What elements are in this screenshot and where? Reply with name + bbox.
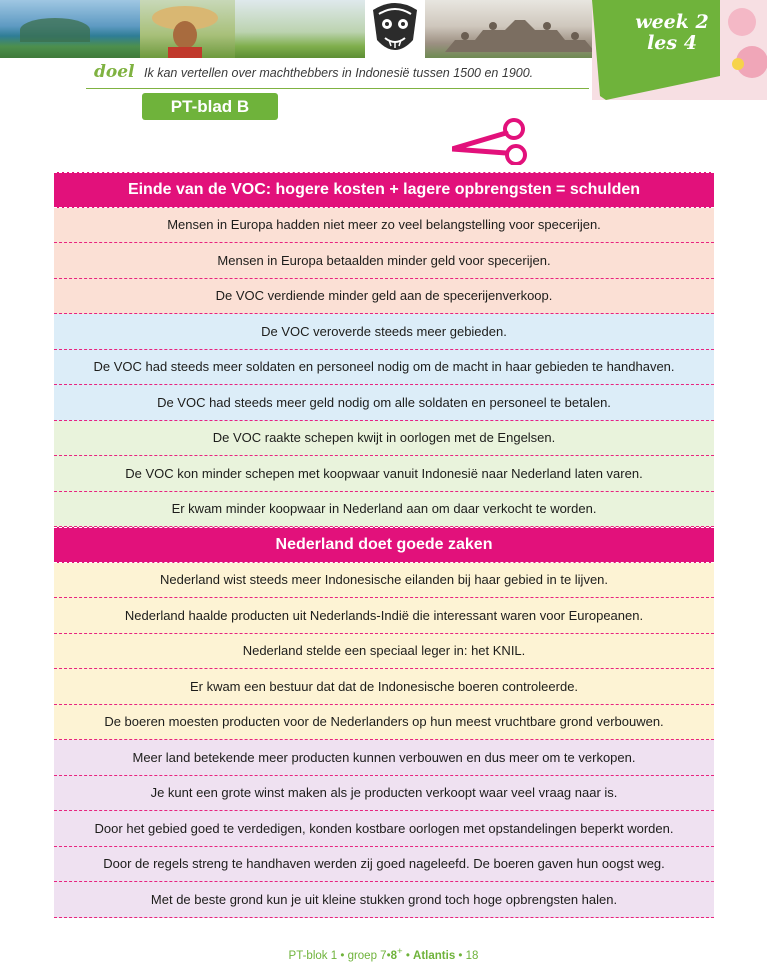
temple-photo	[425, 0, 610, 58]
farmer-photo	[140, 0, 235, 58]
footer-brand: Atlantis	[413, 949, 456, 962]
header-banner	[0, 0, 610, 58]
week-text: week 2	[635, 11, 709, 33]
temple-icon	[445, 16, 595, 52]
strip-card: De VOC veroverde steeds meer gebieden.	[54, 314, 714, 350]
mask-photo	[365, 0, 425, 58]
footer-groep8: 8	[390, 949, 398, 962]
strip-card: Er kwam een bestuur dat dat de Indonesische boeren controleerde.	[54, 669, 714, 705]
doel-divider	[86, 88, 589, 89]
strip-card: De VOC had steeds meer soldaten en personeel nodig om de macht in haar gebieden te handhaven.	[54, 350, 714, 386]
worksheet-badge: PT-blad B	[142, 93, 278, 120]
strip-card: Nederland stelde een speciaal leger in: het KNIL.	[54, 634, 714, 670]
strip-card: Door de regels streng te handhaven werden zij goed nageleefd. De boeren gaven hun oogst weg.	[54, 847, 714, 883]
strip-card: Je kunt een grote winst maken als je producten verkoopt waar veel vraag naar is.	[54, 776, 714, 812]
strip-card: Door het gebied goed te verdedigen, konden kostbare oorlogen met opstandelingen beperkt worden.	[54, 811, 714, 847]
week-les-tab	[592, 0, 767, 100]
les-text: les 4	[647, 32, 697, 54]
week-les-label	[622, 12, 722, 54]
section-title-nederland: Nederland doet goede zaken	[54, 527, 714, 563]
strip-card: Nederland wist steeds meer Indonesische eilanden bij haar gebied in te lijven.	[54, 563, 714, 599]
strip-card: De VOC raakte schepen kwijt in oorlogen met de Engelsen.	[54, 421, 714, 457]
strip-card: De boeren moesten producten voor de Nederlanders op hun meest vruchtbare grond verbouwen.	[54, 705, 714, 741]
scissors-icon	[452, 113, 532, 165]
footer-groep-dot: •	[386, 949, 391, 962]
strip-card: De VOC kon minder schepen met koopwaar vanuit Indonesië naar Nederland laten varen.	[54, 456, 714, 492]
strip-card: Er kwam minder koopwaar in Nederland aan om daar verkocht te worden.	[54, 492, 714, 528]
doel-label: doel	[94, 62, 135, 82]
farmer-icon	[150, 2, 220, 58]
footer-groep8-plus: +	[397, 946, 403, 957]
footer-separator: •	[340, 949, 345, 962]
rice-field-photo	[235, 0, 365, 58]
strip-card: De VOC had steeds meer geld nodig om alle soldaten en personeel te betalen.	[54, 385, 714, 421]
strip-card: Meer land betekende meer producten kunnen verbouwen en dus meer om te verkopen.	[54, 740, 714, 776]
footer-separator: •	[405, 949, 410, 962]
strip-card: Nederland haalde producten uit Nederlands-Indië die interessant waren voor Europeanen.	[54, 598, 714, 634]
page-footer	[0, 946, 767, 962]
section-title-voc: Einde van de VOC: hogere kosten + lagere opbrengsten = schulden	[54, 172, 714, 208]
strip-card: Met de beste grond kun je uit kleine stukken grond toch hoge opbrengsten halen.	[54, 882, 714, 918]
footer-blok: PT-blok 1	[288, 949, 338, 962]
cut-strips	[54, 172, 714, 918]
strip-card: Mensen in Europa hadden niet meer zo veel belangstelling voor specerijen.	[54, 208, 714, 244]
lake-photo	[0, 0, 140, 58]
strip-card: De VOC verdiende minder geld aan de specerijenverkoop.	[54, 279, 714, 315]
strip-card: Mensen in Europa betaalden minder geld voor specerijen.	[54, 243, 714, 279]
footer-groep: groep 7	[347, 949, 387, 962]
doel-text: Ik kan vertellen over machthebbers in Indonesië tussen 1500 en 1900.	[144, 66, 534, 80]
mask-icon	[365, 0, 425, 58]
page-number: 18	[465, 949, 479, 962]
footer-separator: •	[458, 949, 463, 962]
